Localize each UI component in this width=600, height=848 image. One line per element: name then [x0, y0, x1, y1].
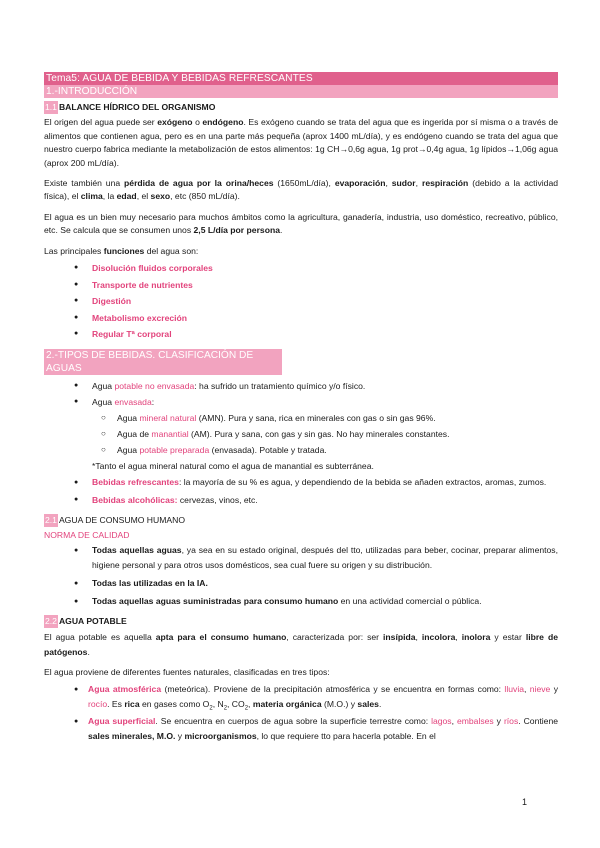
sources-list — [44, 682, 558, 744]
section-1-1-heading — [44, 101, 558, 114]
paragraph-functions-intro: Las principales funciones del agua son: — [44, 245, 199, 256]
section-2-1-heading — [44, 514, 558, 527]
section-number: 2.1 — [44, 514, 58, 527]
section-2-heading: 2.-TIPOS DE BEBIDAS. CLASIFICACIÓN DE AGUAS — [44, 349, 282, 375]
list-item: ○ Agua mineral natural (AMN). Pura y sana, rica en minerales con gas o sin gas 96%. — [44, 410, 558, 426]
list-item: ● Bebidas alcohólicas: cervezas, vinos, etc. — [44, 492, 558, 508]
section-number: 1.1 — [44, 101, 58, 114]
list-item: ● Metabolismo excreción — [44, 310, 558, 327]
list-item: ● Todas aquellas aguas suministradas para consumo humano en una actividad comercial o pública. — [44, 594, 558, 609]
paragraph-usage: El agua es un bien muy necesario para muchos ámbitos como la agricultura, ganadería, industria, uso doméstico, recreativo, público, etc. Se calcula que se consumen unos 2,5 L/día por persona. — [44, 211, 558, 236]
note: *Tanto el agua mineral natural como el agua de manantial es subterránea. — [92, 460, 374, 471]
section-number: 2.2 — [44, 615, 58, 628]
paragraph-potable: El agua potable es aquella apta para el consumo humano, caracterizada por: ser insípida, incolora, inolora y estar libre de patógenos. — [44, 632, 558, 657]
list-item: ● Digestión — [44, 293, 558, 310]
section-title: AGUA POTABLE — [58, 615, 127, 626]
paragraph-loss: Existe también una pérdida de agua por la orina/heces (1650mL/día), evaporación, sudor, respiración (debido a la actividad física), el clima, la edad, el sexo, etc (850 mL/día). — [44, 178, 559, 202]
list-item: ● Agua atmosférica (meteórica). Proviene de la precipitación atmosférica y se encuentra en formas como: lluvia, nieve y rocío. Es rica en gases como $O_2$, $N_2$, $CO_2$, materia orgánica (M.O.) y sales. — [44, 682, 558, 712]
types-list — [44, 378, 558, 508]
list-item: ● Agua superficial. Se encuentra en cuerpos de agua sobre la superficie terrestre como: lagos, embalses y ríos. Contiene sales minerales, M.O. y microorganismos, lo que requiere tto para hacerla potable. En el — [44, 714, 558, 744]
list-item: ● Regular Tª corporal — [44, 326, 558, 343]
section-1-heading: 1.-INTRODUCCIÓN — [44, 85, 558, 98]
section-title: AGUA DE CONSUMO HUMANO — [58, 514, 186, 525]
list-item: ○ Agua de manantial (AM). Pura y sana, con gas y sin gas. No hay minerales constantes. — [44, 426, 558, 442]
list-item: ○ Agua potable preparada (envasada). Potable y tratada. — [44, 442, 558, 458]
list-item: ● Agua potable no envasada: ha sufrido un tratamiento químico y/o físico. — [44, 378, 558, 394]
section-2-2-heading — [44, 615, 558, 628]
consumption-list — [44, 543, 558, 609]
paragraph-sources-intro: El agua proviene de diferentes fuentes naturales, clasificadas en tres tipos: — [44, 667, 330, 678]
quality-norm-heading: NORMA DE CALIDAD — [44, 530, 130, 541]
list-item: ● Agua envasada: — [44, 394, 558, 410]
section-title: BALANCE HÍDRICO DEL ORGANISMO — [58, 102, 216, 112]
paragraph-origin: El origen del agua puede ser exógeno o endógeno. Es exógeno cuando se trata del agua que es ingerida por sí misma o a través de alimentos que contienen agua, pero es en una parte más pequeña (aprox 1400 mL/día), y es endógeno cuando se trata del agua que nuestro cuerpo fabrica mediante la metabolización de estos alimentos: 1g CH→0,6g agua, 1g prot→0,4g agua, 1g lípidos→1,06g agua (aprox 200 mL/día). — [44, 117, 559, 168]
document-title: Tema5: AGUA DE BEBIDA Y BEBIDAS REFRESCANTES — [44, 72, 558, 85]
list-item: ● Todas las utilizadas en la IA. — [44, 576, 558, 591]
list-item: ● Bebidas refrescantes: la mayoría de su % es agua, y dependiendo de la bebida se añaden extractos, aromas, zumos. — [44, 476, 558, 489]
document-content — [44, 72, 558, 744]
list-item: ● Transporte de nutrientes — [44, 277, 558, 294]
functions-list — [44, 260, 558, 343]
page-number: 1 — [522, 797, 528, 807]
list-item: ● Disolución fluidos corporales — [44, 260, 558, 277]
list-item: ● Todas aquellas aguas, ya sea en su estado original, después del tto, utilizadas para beber, cocinar, preparar alimentos, higiene personal y para otros usos domésticos, sea cual fuere su origen y su distribución. — [44, 543, 558, 573]
